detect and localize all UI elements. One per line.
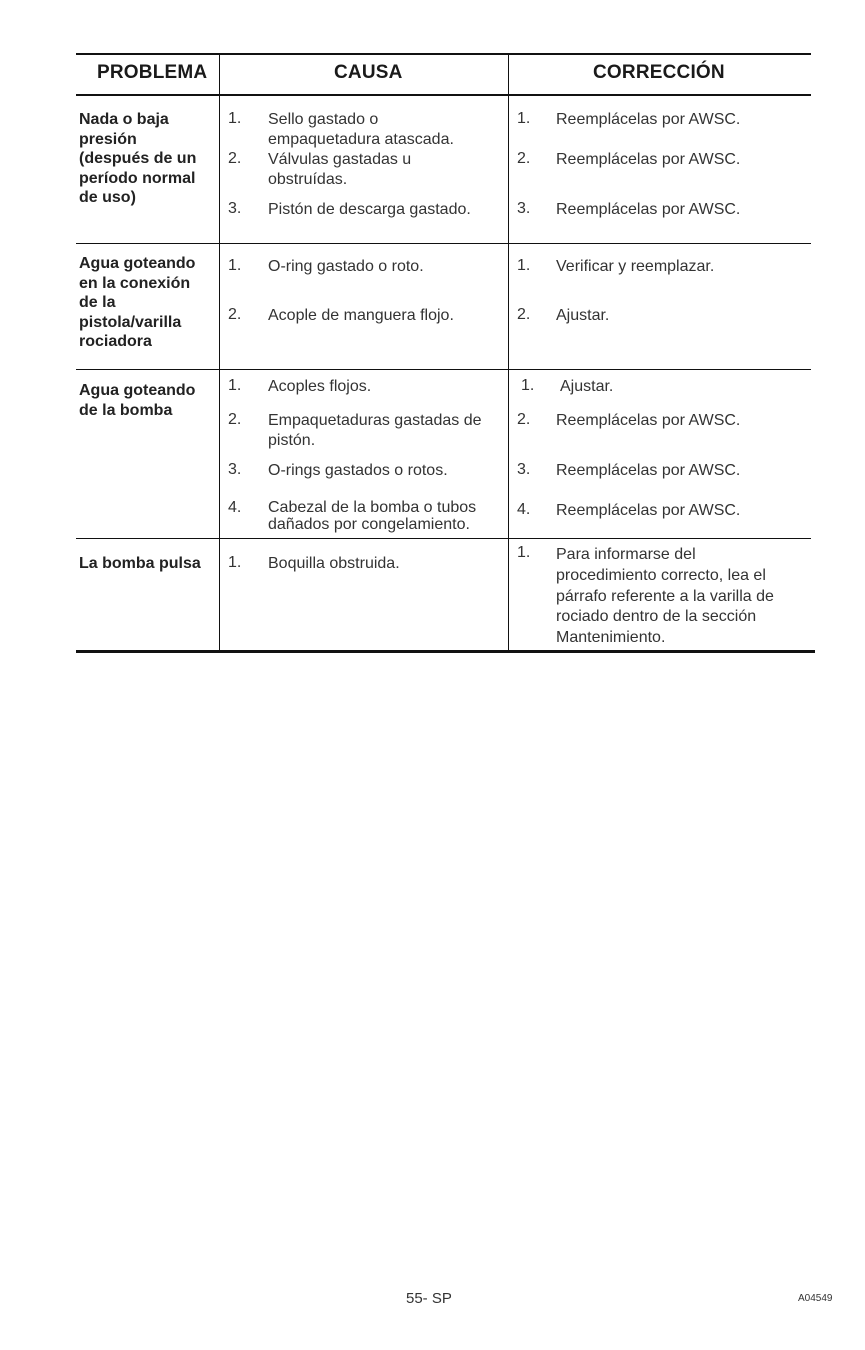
correction-text: Reemplácelas por AWSC. [556, 151, 741, 168]
cause-line: Empaquetaduras gastadas de [268, 412, 482, 429]
correction-number: 1. [517, 544, 531, 561]
table-top-rule [76, 53, 811, 55]
problem-line: pistola/varilla [79, 313, 182, 331]
cause-number: 1. [228, 377, 242, 394]
correction-text: Ajustar. [556, 307, 610, 324]
header-correction: CORRECCIÓN [593, 62, 725, 83]
correction-number: 2. [517, 411, 531, 428]
cause-line: Válvulas gastadas u [268, 151, 412, 168]
cause-number: 1. [228, 110, 242, 127]
cause-text: Acoples flojos. [268, 378, 372, 395]
cause-text [268, 499, 476, 533]
row-divider [76, 243, 811, 244]
problem-line: (después de un [79, 150, 197, 168]
problem-line: Agua goteando [79, 255, 196, 272]
correction-number: 4. [517, 501, 531, 518]
problem-line: presión [79, 130, 137, 148]
cause-line: empaquetadura atascada. [268, 130, 454, 148]
column-divider [219, 55, 220, 652]
correction-line: Mantenimiento. [556, 629, 666, 647]
problem-line: Nada o baja [79, 111, 169, 128]
problem-line: de uso) [79, 189, 136, 207]
correction-line: rociado dentro de la sección [556, 608, 757, 626]
column-divider [508, 55, 509, 652]
problem-line: rociadora [79, 333, 152, 351]
cause-line: Cabezal de la bomba o tubos [268, 499, 477, 516]
correction-text: Reemplácelas por AWSC. [556, 462, 741, 479]
cause-number: 2. [228, 411, 242, 428]
problem-cell [79, 110, 196, 208]
problem-line: período normal [79, 169, 196, 187]
table-bottom-rule [76, 650, 815, 653]
header-problem: PROBLEMA [97, 62, 208, 83]
correction-number: 2. [517, 306, 531, 323]
correction-text: Verificar y reemplazar. [556, 258, 715, 275]
correction-number: 2. [517, 150, 531, 167]
correction-number: 3. [517, 200, 531, 217]
problem-cell [79, 381, 195, 420]
cause-text: O-rings gastados o rotos. [268, 462, 448, 479]
cause-number: 2. [228, 150, 242, 167]
page-number: 55- SP [406, 1290, 452, 1307]
problem-cell: La bomba pulsa [79, 555, 201, 572]
cause-number: 3. [228, 461, 242, 478]
cause-text: Acople de manguera flojo. [268, 307, 454, 324]
correction-text: Reemplácelas por AWSC. [556, 201, 741, 218]
cause-number: 3. [228, 200, 242, 217]
cause-line: Sello gastado o [268, 111, 379, 128]
row-divider [76, 369, 811, 370]
correction-number: 3. [517, 461, 531, 478]
correction-number: 1. [517, 257, 531, 274]
problem-line: de la bomba [79, 401, 173, 419]
correction-text: Ajustar. [560, 378, 614, 395]
cause-number: 1. [228, 257, 242, 274]
problem-line: Agua goteando [79, 382, 196, 399]
row-divider [76, 538, 811, 539]
cause-line: pistón. [268, 431, 316, 449]
cause-number: 4. [228, 499, 242, 516]
header-cause: CAUSA [334, 62, 403, 83]
correction-text [556, 545, 774, 649]
cause-text: Boquilla obstruida. [268, 555, 400, 572]
correction-number: 1. [521, 377, 535, 394]
cause-number: 1. [228, 554, 242, 571]
document-code: A04549 [798, 1293, 833, 1304]
correction-text: Reemplácelas por AWSC. [556, 111, 741, 128]
correction-number: 1. [517, 110, 531, 127]
cause-line: dañados por congelamiento. [268, 516, 470, 533]
correction-text: Reemplácelas por AWSC. [556, 412, 741, 429]
problem-cell [79, 254, 195, 352]
correction-line: Para informarse del [556, 546, 696, 563]
cause-text [268, 411, 481, 451]
cause-text: Pistón de descarga gastado. [268, 201, 471, 218]
correction-line: procedimiento correcto, lea el [556, 566, 766, 584]
cause-text [268, 110, 454, 150]
cause-line: obstruídas. [268, 170, 348, 188]
cause-text [268, 150, 411, 190]
header-bottom-rule [76, 94, 811, 96]
cause-number: 2. [228, 306, 242, 323]
correction-text: Reemplácelas por AWSC. [556, 502, 741, 519]
correction-line: párrafo referente a la varilla de [556, 587, 774, 605]
cause-text: O-ring gastado o roto. [268, 258, 424, 275]
problem-line: en la conexión [79, 274, 191, 292]
problem-line: de la [79, 294, 116, 312]
